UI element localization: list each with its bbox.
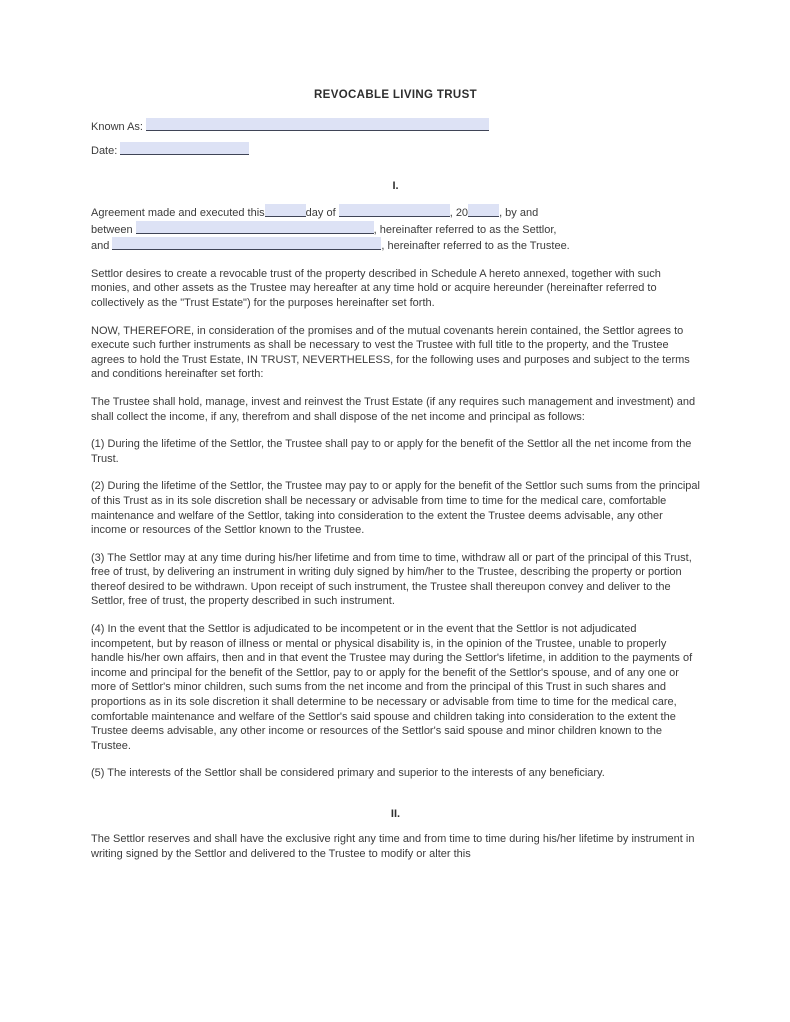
- agreement-and-label: and: [91, 240, 110, 253]
- trustee-name-input[interactable]: [112, 237, 381, 250]
- agreement-year-prefix-text: , 20: [449, 207, 469, 219]
- agreement-between-label: between: [91, 223, 133, 236]
- date-field-row: [91, 142, 700, 159]
- section-one-heading: I.: [392, 180, 399, 192]
- settlor-name-input[interactable]: [136, 221, 374, 234]
- agreement-trustee-suffix-text: , hereinafter referred to as the Trustee.: [381, 240, 570, 253]
- section-one-paragraph-1: Settlor desires to create a revocable trust of the property described in Schedule A hereto annexed, together with such monies, and other assets as the Trustee may hereafter at any time hold or acquire hereunder (hereinafter referred to collectively as the "Trust Estate") for the purposes hereinafter set forth.: [91, 267, 661, 309]
- section-one-clause-3: (3) The Settlor may at any time during his/her lifetime and from time to time, withdraw all or part of the principal of this Trust, free of trust, by delivering an instrument in writing duly signed by him/her to the Trustee, describing the property or portion thereof desired to be withdrawn. Upon receipt of such instrument, the Trustee shall thereupon convey and deliver to the Settlor, free of trust, the property described in such instrument.: [91, 551, 692, 608]
- spacer-before-section-two: [91, 794, 700, 803]
- section-one-clause-4: (4) In the event that the Settlor is adjudicated to be incompetent or in the event that the Settlor is not adjudicated incompetent, but by reason of illness or mental or physical disability is, in the opinion of the Trustee, unable to properly handle his/her own affairs, then and in that event the Trustee may during the Settlor's lifetime, in addition to the payments of income and principal for the benefit of the Settlor, pay to or apply for the benefit of the Settlor's spouse, and of any one or more of Settlor's minor children, such sums from the net income and from the principal of this Trust in such shares and proportions as in its sole discretion it shall determine to be necessary or advisable from time to time for the medical care, comfortable maintenance and welfare of the Settlor's said spouse and children taking into consideration to the extent the Trustee deems advisable, any other income or resources of the Settlor's said spouse and minor children known to the Trustee.: [91, 623, 693, 752]
- section-one-clause-1: (1) During the lifetime of the Settlor, the Trustee shall pay to or apply for the benefit of the Settlor all the net income from the Trust.: [91, 438, 692, 465]
- section-one-clause-2: (2) During the lifetime of the Settlor, the Trustee may pay to or apply for the benefit of the Settlor such sums from the principal of this Trust as in its sole discretion shall be necessary or advisable from time to time for the medical care, comfortable maintenance and welfare of the Settlor, taking into consideration to the extent the Trustee deems advisable, any other income or resources of the Settlor known to the Trustee.: [91, 480, 700, 537]
- section-two-heading: II.: [390, 808, 401, 820]
- date-input[interactable]: [120, 142, 249, 155]
- known-as-input[interactable]: [146, 118, 489, 131]
- section-one-clause-5: (5) The interests of the Settlor shall be considered primary and superior to the interests of any beneficiary.: [91, 767, 605, 780]
- page-title: REVOCABLE LIVING TRUST: [314, 89, 477, 101]
- agreement-lead-text: Agreement made and executed this: [91, 207, 265, 219]
- known-as-field-row: [91, 118, 700, 135]
- agreement-month-input[interactable]: [339, 204, 450, 217]
- known-as-label: Known As:: [91, 121, 143, 133]
- section-one-paragraph-2: NOW, THEREFORE, in consideration of the promises and of the mutual covenants herein contained, the Settlor agrees to execute such further instruments as shall be necessary to vest the Trustee with full title to the property, and the Trustee agrees to hold the Trust Estate, IN TRUST, NEVERTHELESS, for the following uses and purposes and subject to the terms and conditions hereinafter set forth:: [91, 324, 690, 381]
- agreement-day-of-text: day of: [305, 207, 336, 219]
- section-one-paragraph-3: The Trustee shall hold, manage, invest and reinvest the Trust Estate (if any requires such management and investment) and shall collect the income, if any, therefrom and shall dispose of the net income and principal as follows:: [91, 395, 696, 423]
- section-two-paragraph-1: The Settlor reserves and shall have the exclusive right any time and from time to time during his/her lifetime by instrument in writing signed by the Settlor and delivered to the Trustee to modify or alter this: [91, 833, 695, 860]
- agreement-day-input[interactable]: [265, 204, 306, 217]
- agreement-paragraph: [91, 204, 700, 254]
- date-label: Date:: [91, 145, 118, 157]
- agreement-settlor-suffix-text: , hereinafter referred to as the Settlor,: [373, 223, 557, 236]
- document-content: [91, 88, 700, 874]
- spacer-before-section-one: [91, 166, 700, 175]
- agreement-year-input[interactable]: [468, 204, 499, 217]
- agreement-byand-text: , by and: [499, 207, 539, 219]
